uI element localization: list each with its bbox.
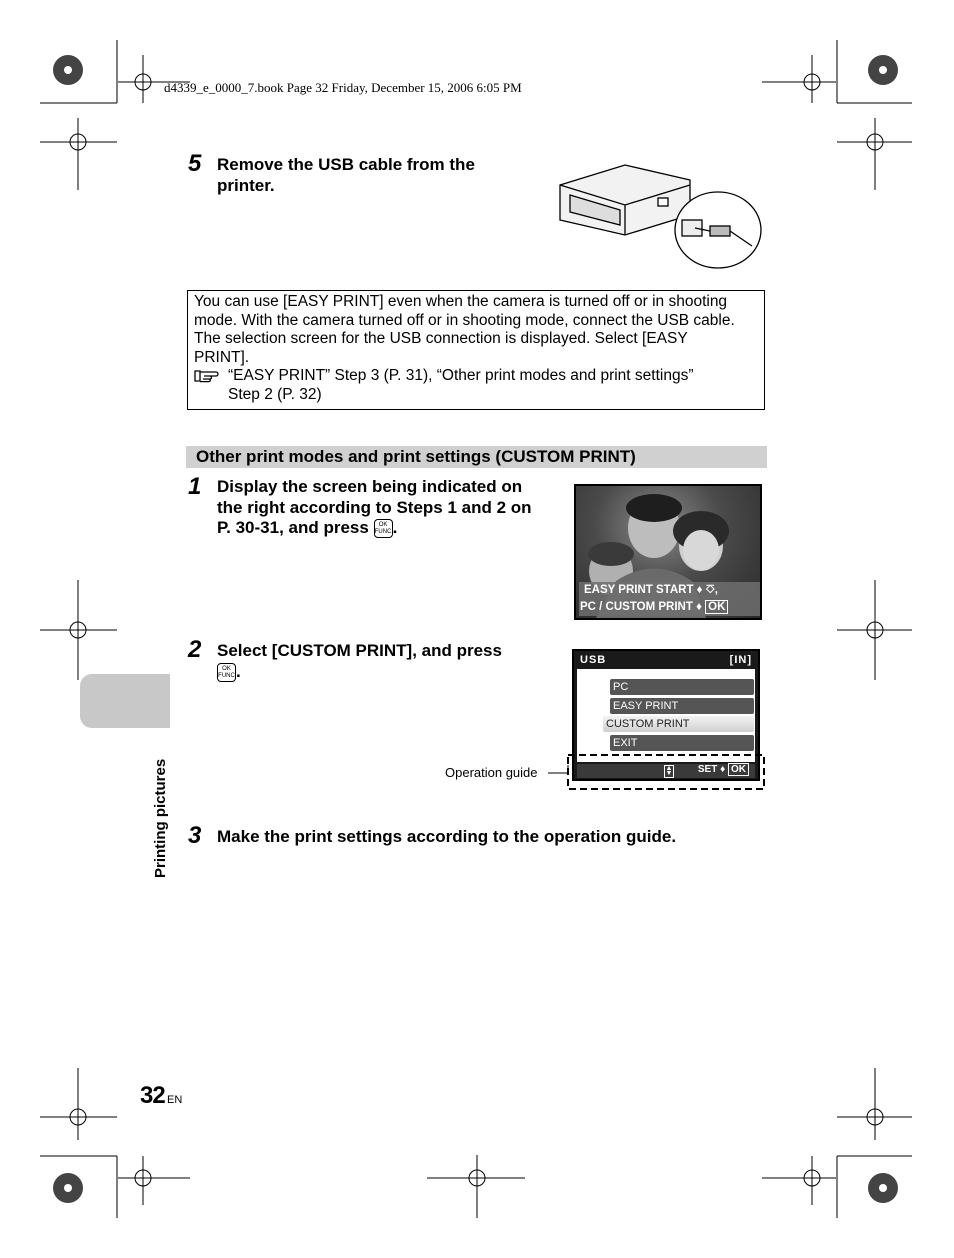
note-line4: PRINT]. [194,348,250,366]
step5-line2: printer. [217,175,275,195]
note-box [187,290,765,410]
step3-text: Make the print settings according to the operation guide. [217,827,677,846]
step2-number: 2 [188,636,202,663]
menu-item-easy-print[interactable]: EASY PRINT [610,698,754,714]
step2-line2-wrap: OK FUNC. [218,661,241,681]
chapter-side-label: Printing pictures [152,758,169,878]
menu-item-pc[interactable]: PC [610,679,754,695]
chapter-side-tab [80,674,170,728]
page-number: 32 [140,1082,165,1109]
operation-guide-label: Operation guide [445,765,538,780]
usb-menu-list [577,669,755,762]
step1-line3: P. 30-31, and press [217,518,369,537]
ok-button-icon: OK [705,600,728,614]
internal-memory-indicator: [IN] [729,654,752,666]
step1-number: 1 [188,473,202,500]
step3-number: 3 [188,822,202,849]
step1-line3-wrap: P. 30-31, and press OK FUNC. [217,518,398,537]
step1-line1: Display the screen being indicated on [217,477,523,496]
note-line3: The selection screen for the USB connection is displayed. Select [EASY [194,330,688,348]
page-language: EN [167,1094,183,1106]
step5-line1: Remove the USB cable from the [217,155,475,174]
operation-guide-dashed-frame [565,752,767,792]
pc-custom-print-label: PC / CUSTOM PRINT ♦ OK [580,601,728,613]
set-ok-guide: SET ♦ OK [698,764,749,775]
note-line1: You can use [EASY PRINT] even when the camera is turned off or in shooting [194,293,728,310]
usb-title: USB [580,654,607,666]
note-ref-line2: Step 2 (P. 32) [228,385,322,403]
easy-print-start-label: EASY PRINT START ♦ ⎏, [584,584,718,596]
note-reference [194,367,758,404]
ok-func-icon: OK FUNC [217,663,236,682]
camera-photo-screen [574,484,762,620]
step2-line1: Select [CUSTOM PRINT], and press [217,641,502,660]
section-title: Other print modes and print settings (CUSTOM PRINT) [196,447,636,466]
step1-line2: the right according to Steps 1 and 2 on [217,497,532,517]
note-ref-line1: “EASY PRINT” Step 3 (P. 31), “Other print modes and print settings” [228,367,694,385]
note-line2: mode. With the camera turned off or in shooting mode, connect the USB cable. [194,311,735,329]
operation-guide-leader-line [548,763,572,777]
step2-text [217,641,502,682]
step5-text [217,155,475,196]
printer-usb-illustration [550,160,765,272]
book-header-line: d4339_e_0000_7.book Page 32 Friday, December 15, 2006 6:05 PM [164,80,522,95]
step1-text [217,477,532,539]
menu-item-custom-print[interactable]: CUSTOM PRINT [603,716,754,732]
ok-func-icon: OK FUNC [374,519,393,538]
pointing-hand-icon [194,367,228,404]
step5-number: 5 [188,150,202,177]
menu-item-exit[interactable]: EXIT [610,735,754,751]
up-down-arrows-icon: ▲ ▼ [665,765,673,777]
